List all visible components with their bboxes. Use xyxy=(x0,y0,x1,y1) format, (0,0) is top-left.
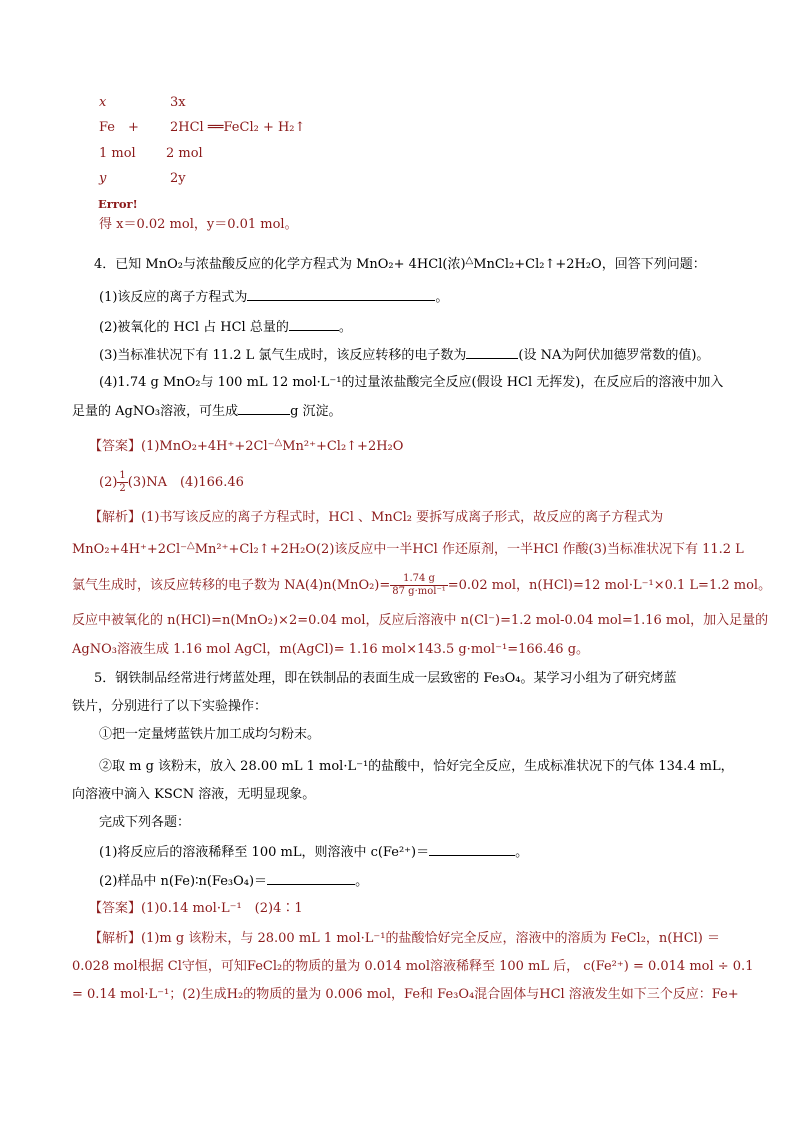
answer-5-tag: 【答案】 xyxy=(89,901,142,916)
fraction-mass-over-molar-mass xyxy=(390,573,447,598)
q5-part-1-blank[interactable] xyxy=(429,843,515,856)
q5-part-1 xyxy=(99,843,528,862)
explanation-5-line-1 xyxy=(89,930,720,948)
heat-icon: △ xyxy=(274,437,283,448)
q4-part-2-text: (2)被氧化的 HCl 占 HCl 总量的 xyxy=(99,320,289,335)
q4-part-3-blank[interactable] xyxy=(466,346,518,359)
calc-row-2-fe: Fe xyxy=(99,120,116,135)
q4-part-1-text: (1)该反应的离子方程式为 xyxy=(99,290,248,305)
q5-part-2-blank[interactable] xyxy=(267,872,355,885)
fraction-denominator: 87 g·mol⁻¹ xyxy=(392,586,446,597)
q4-part-1-end: 。 xyxy=(435,290,449,305)
q5-instruction: 完成下列各题： xyxy=(99,815,191,830)
explanation-4-text-2b: Mn²⁺+Cl₂↑+2H₂O(2)该反应中一半HCl 作还原剂，一半HCl 作酸(3)当标准状况下有 11.2 L xyxy=(194,542,744,557)
q4-part-2-end: 。 xyxy=(338,320,352,335)
calc-row-4-a: y xyxy=(99,171,107,186)
error-marker: Error! xyxy=(98,197,138,211)
calc-row-1-b: 3x xyxy=(170,95,186,110)
q4-part-3 xyxy=(99,346,709,365)
q4-part-4-text: 足量的 AgNO₃溶液，可生成 xyxy=(72,404,239,419)
q4-part-3-end: (设 NA为阿伏加德罗常数的值)。 xyxy=(518,348,710,363)
answer-4-rest: (3)NA (4)166.46 xyxy=(127,475,244,490)
q4-part-4-blank[interactable] xyxy=(238,402,290,415)
explanation-4-text-2a: MnO₂+4H⁺+2Cl⁻ xyxy=(72,542,188,557)
q5-part-1-text: (1)将反应后的溶液稀释至 100 mL，则溶液中 c(Fe²⁺)＝ xyxy=(99,845,430,860)
explanation-4-line-4: 反应中被氧化的 n(HCl)=n(MnO₂)×2=0.04 mol，反应后溶液中 n(Cl⁻)=1.2 mol-0.04 mol=1.16 mol，加入足量的 xyxy=(72,613,769,628)
q5-part-2-text: (2)样品中 n(Fe)∶n(Fe₃O₄)＝ xyxy=(99,874,268,889)
answer-4-line-1 xyxy=(89,438,403,457)
q4-part-4-line-1: (4)1.74 g MnO₂与 100 mL 12 mol·L⁻¹的过量浓盐酸完全反应(假设 HCl 无挥发)，在反应后的溶液中加入 xyxy=(99,375,724,390)
explanation-5-text-1: (1)m g 该粉末，与 28.00 mL 1 mol·L⁻¹的盐酸恰好完全反应，溶液中的溶质为 FeCl₂，n(HCl) ＝ xyxy=(141,931,721,946)
q5-step-1: ①把一定量烤蓝铁片加工成均匀粉末。 xyxy=(99,727,321,742)
q4-stem-part1: 4．已知 MnO₂与浓盐酸反应的化学方程式为 MnO₂+ 4HCl(浓) xyxy=(94,257,466,272)
explanation-4-text-1: (1)书写该反应的离子方程式时，HCl 、MnCl₂ 要拆写成离子形式，故反应的离子方程式为 xyxy=(141,510,664,525)
q4-part-2 xyxy=(99,318,352,337)
explanation-4-line-3 xyxy=(72,573,771,598)
fraction-numerator: 1 xyxy=(119,470,126,481)
calc-row-1-a: x xyxy=(99,95,107,110)
q5-stem-line-1: 5．钢铁制品经常进行烤蓝处理，即在铁制品的表面生成一层致密的 Fe₃O₄。某学习小组为了研究烤蓝 xyxy=(94,671,677,686)
answer-4-line-2 xyxy=(99,470,244,495)
q5-stem-line-2: 铁片，分别进行了以下实验操作： xyxy=(72,699,268,714)
calc-row-3-b: 2 mol xyxy=(166,146,203,161)
q4-part-4-line-2 xyxy=(72,402,342,421)
answer-4-part-1b: Mn²⁺+Cl₂↑+2H₂O xyxy=(282,439,404,454)
q4-part-2-blank[interactable] xyxy=(289,318,339,331)
explanation-5-line-3: = 0.14 mol·L⁻¹；(2)生成H₂的物质的量为 0.006 mol，Fe和 Fe₃O₄混合固体与HCl 溶液发生如下三个反应：Fe+ xyxy=(72,987,739,1002)
q4-part-4-end: g 沉淀。 xyxy=(290,404,342,419)
explanation-4-text-3a: 氯气生成时，该反应转移的电子数为 NA(4)n(MnO₂)= xyxy=(72,578,391,593)
q4-part-1-blank[interactable] xyxy=(247,288,435,301)
explanation-4-line-5: AgNO₃溶液生成 1.16 mol AgCl，m(AgCl)= 1.16 mol×143.5 g·mol⁻¹=166.46 g。 xyxy=(72,642,590,657)
fraction-one-half xyxy=(117,470,127,495)
calc-row-2-equation: 2HCl ══FeCl₂ + H₂↑ xyxy=(170,120,306,135)
explanation-5-tag: 【解析】 xyxy=(89,931,142,946)
explanation-5-line-2: 0.028 mol根据 Cl守恒，可知FeCl₂的物质的量为 0.014 mol溶液稀释至 100 mL 后， c(Fe²⁺) = 0.014 mol ÷ 0.1 xyxy=(72,959,754,974)
calc-row-4-b: 2y xyxy=(170,171,186,186)
calc-row-2-plus: + xyxy=(128,120,139,135)
answer-4-part-1a: (1)MnO₂+4H⁺+2Cl⁻ xyxy=(141,439,275,454)
q5-part-2 xyxy=(99,872,368,891)
explanation-4-text-3b: =0.02 mol，n(HCl)=12 mol·L⁻¹×0.1 L=1.2 mol。 xyxy=(447,578,772,593)
explanation-4-line-1 xyxy=(89,509,663,527)
heat-icon: △ xyxy=(187,540,195,551)
calc-row-3-a: 1 mol xyxy=(99,146,136,161)
answer-4-tag: 【答案】 xyxy=(89,439,142,454)
q4-part-3-text: (3)当标准状况下有 11.2 L 氯气生成时，该反应转移的电子数为 xyxy=(99,348,467,363)
answer-4-part-2-prefix: (2) xyxy=(99,475,118,490)
answer-5 xyxy=(89,900,303,918)
q5-part-2-end: 。 xyxy=(355,874,369,889)
q5-part-1-end: 。 xyxy=(515,845,529,860)
answer-5-text: (1)0.14 mol·L⁻¹ (2)4∶1 xyxy=(141,901,303,916)
q4-stem xyxy=(94,256,706,275)
q4-stem-part2: MnCl₂+Cl₂↑+2H₂O，回答下列问题： xyxy=(473,257,706,272)
q5-step-2-line-2: 向溶液中滴入 KSCN 溶液，无明显现象。 xyxy=(72,787,316,802)
fraction-numerator: 1.74 g xyxy=(390,573,447,586)
q5-step-2-line-1: ②取 m g 该粉末，放入 28.00 mL 1 mol·L⁻¹的盐酸中，恰好完全反应，生成标准状况下的气体 134.4 mL， xyxy=(99,759,734,774)
calc-result: 得 x＝0.02 mol，y＝0.01 mol。 xyxy=(99,217,298,232)
explanation-4-line-2 xyxy=(72,541,744,560)
fraction-denominator: 2 xyxy=(119,483,126,494)
explanation-4-tag: 【解析】 xyxy=(89,510,142,525)
q4-part-1 xyxy=(99,288,448,307)
heat-icon: △ xyxy=(465,255,474,266)
